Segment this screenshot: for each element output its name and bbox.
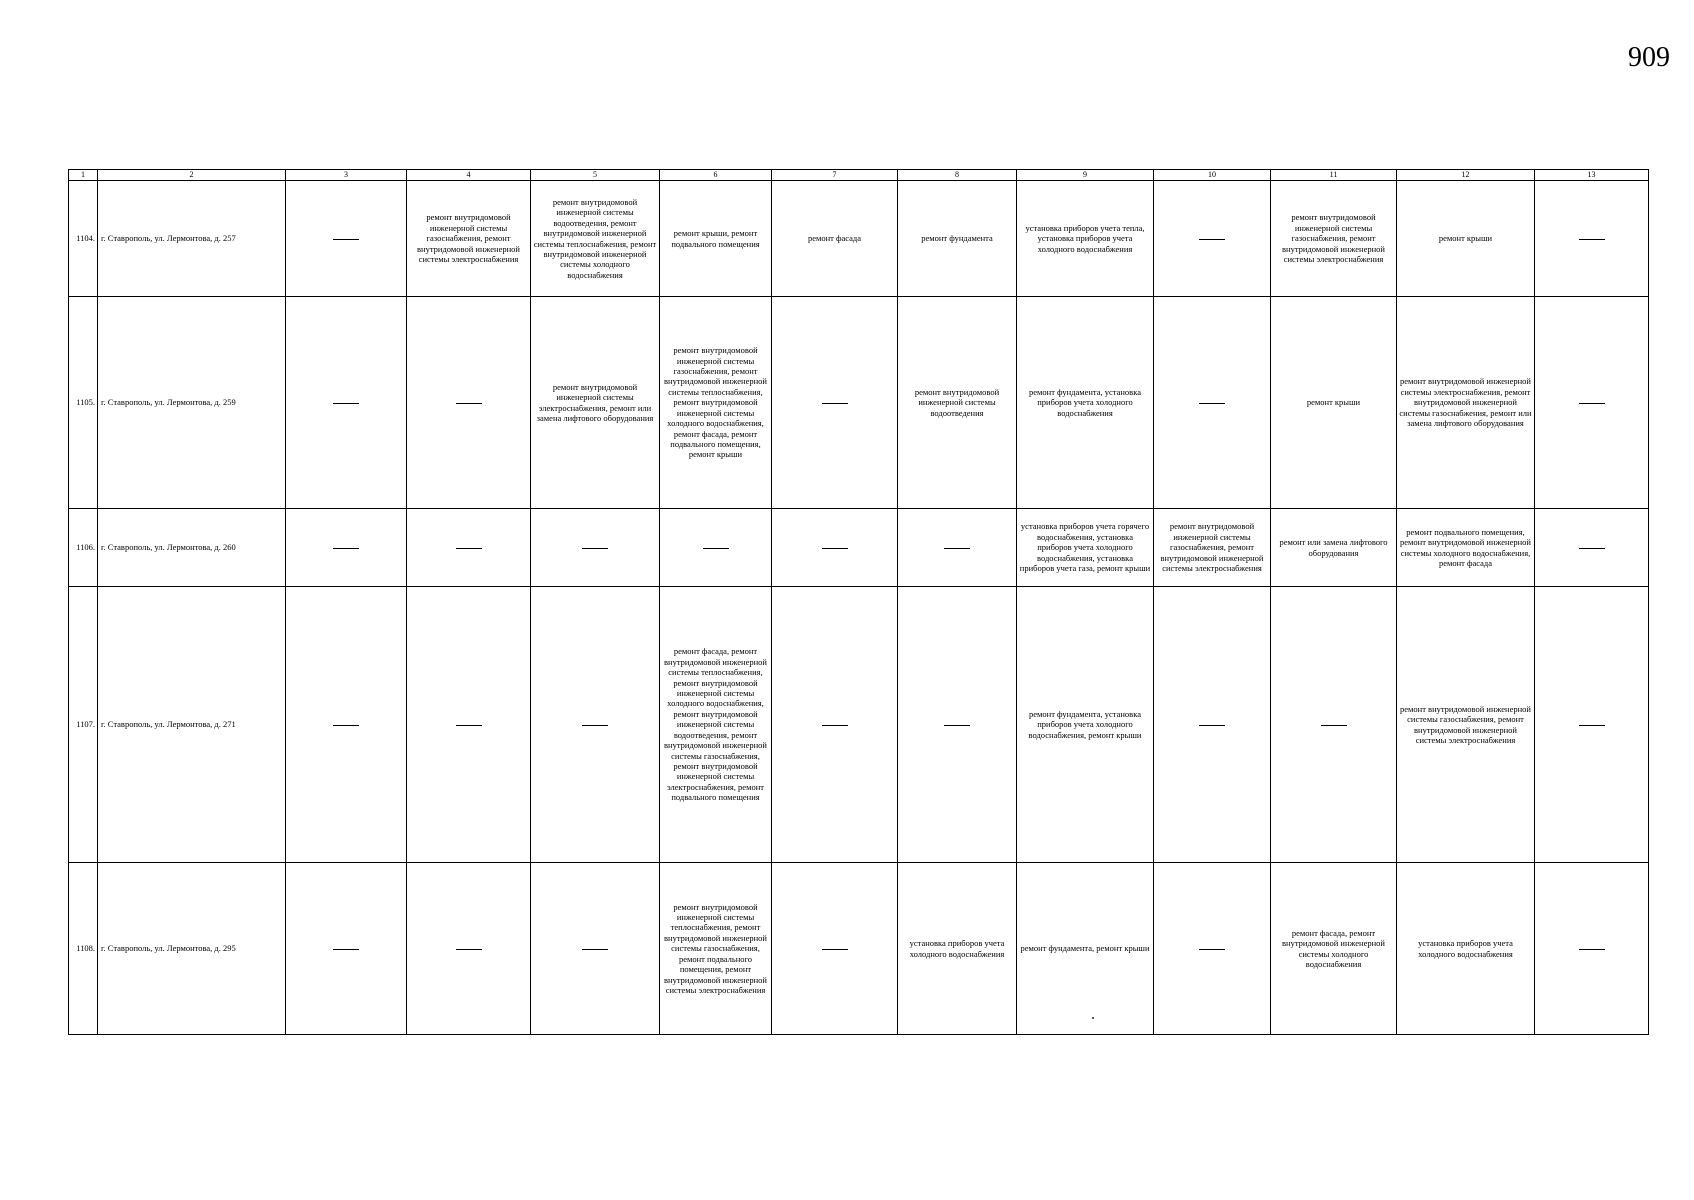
work-cell [1535, 297, 1649, 509]
work-cell [286, 863, 407, 1035]
column-number: 10 [1154, 170, 1271, 181]
dash-mark [333, 548, 359, 549]
dash-mark [1579, 949, 1605, 950]
work-cell: ремонт внутридомовой инженерной системы электроснабжения, ремонт или замена лифтового оборудования [531, 297, 660, 509]
address-cell: г. Ставрополь, ул. Лермонтова, д. 271 [98, 587, 286, 863]
work-cell [1535, 863, 1649, 1035]
work-cell [1535, 587, 1649, 863]
work-cell [286, 509, 407, 587]
dash-mark [1199, 239, 1225, 240]
work-cell: установка приборов учета горячего водоснабжения, установка приборов учета холодного водоснабжения, установка приборов учета газа, ремонт крыши [1017, 509, 1154, 587]
dash-mark [582, 725, 608, 726]
work-cell: ремонт фасада [772, 181, 898, 297]
dash-mark [822, 403, 848, 404]
column-number: 12 [1397, 170, 1535, 181]
address-cell: г. Ставрополь, ул. Лермонтова, д. 259 [98, 297, 286, 509]
dash-mark [944, 725, 970, 726]
work-cell [286, 297, 407, 509]
address-cell: г. Ставрополь, ул. Лермонтова, д. 295 [98, 863, 286, 1035]
work-cell [286, 587, 407, 863]
work-cell: ремонт фасада, ремонт внутридомовой инженерной системы холодного водоснабжения [1271, 863, 1397, 1035]
work-cell [1154, 181, 1271, 297]
work-cell: установка приборов учета холодного водоснабжения [898, 863, 1017, 1035]
work-cell [407, 863, 531, 1035]
row-index: 1108. [69, 863, 98, 1035]
dash-mark [456, 949, 482, 950]
work-cell [898, 587, 1017, 863]
column-number: 2 [98, 170, 286, 181]
table-row [69, 297, 1649, 509]
work-cell: установка приборов учета холодного водоснабжения [1397, 863, 1535, 1035]
dash-mark [1199, 725, 1225, 726]
dash-mark [333, 725, 359, 726]
work-cell [772, 863, 898, 1035]
work-cell [1535, 181, 1649, 297]
work-cell [407, 509, 531, 587]
dash-mark [822, 548, 848, 549]
work-cell [407, 587, 531, 863]
work-cell: ремонт внутридомовой инженерной системы газоснабжения, ремонт внутридомовой инженерной системы электроснабжения [1271, 181, 1397, 297]
work-cell: ремонт внутридомовой инженерной системы газоснабжения, ремонт внутридомовой инженерной системы теплоснабжения, ремонт внутридомовой инженерной системы холодного водоснабжения, ремонт фасада, ремонт подвального помещения, ремонт крыши [660, 297, 772, 509]
work-cell: ремонт внутридомовой инженерной системы газоснабжения, ремонт внутридомовой инженерной системы электроснабжения [1154, 509, 1271, 587]
column-number: 11 [1271, 170, 1397, 181]
column-number: 4 [407, 170, 531, 181]
table-row [69, 509, 1649, 587]
work-cell [1535, 509, 1649, 587]
work-cell: ремонт внутридомовой инженерной системы водоотведения, ремонт внутридомовой инженерной системы теплоснабжения, ремонт внутридомовой инженерной системы холодного водоснабжения [531, 181, 660, 297]
row-index: 1106. [69, 509, 98, 587]
table-row [69, 587, 1649, 863]
column-number: 7 [772, 170, 898, 181]
dash-mark [703, 548, 729, 549]
work-cell: ремонт крыши [1397, 181, 1535, 297]
work-cell: ремонт внутридомовой инженерной системы газоснабжения, ремонт внутридомовой инженерной системы электроснабжения [1397, 587, 1535, 863]
dash-mark [333, 239, 359, 240]
work-cell [1154, 863, 1271, 1035]
table-row [69, 863, 1649, 1035]
work-cell [1154, 587, 1271, 863]
dash-mark [1199, 949, 1225, 950]
work-cell: ремонт фундамента, ремонт крыши [1017, 863, 1154, 1035]
column-number: 9 [1017, 170, 1154, 181]
column-number: 13 [1535, 170, 1649, 181]
repair-schedule-table [68, 169, 1649, 1035]
work-cell [772, 587, 898, 863]
work-cell: ремонт внутридомовой инженерной системы газоснабжения, ремонт внутридомовой инженерной системы электроснабжения [407, 181, 531, 297]
work-cell: ремонт фундамента, установка приборов учета холодного водоснабжения, ремонт крыши [1017, 587, 1154, 863]
column-number: 3 [286, 170, 407, 181]
row-index: 1104. [69, 181, 98, 297]
work-cell [772, 297, 898, 509]
column-number: 6 [660, 170, 772, 181]
work-cell: ремонт фундамента [898, 181, 1017, 297]
page-number: 909 [1628, 42, 1670, 73]
work-cell: ремонт фундамента, установка приборов учета холодного водоснабжения [1017, 297, 1154, 509]
dash-mark [1579, 725, 1605, 726]
work-cell: ремонт подвального помещения, ремонт внутридомовой инженерной системы холодного водоснабжения, ремонт фасада [1397, 509, 1535, 587]
address-cell: г. Ставрополь, ул. Лермонтова, д. 257 [98, 181, 286, 297]
row-index: 1107. [69, 587, 98, 863]
work-cell [286, 181, 407, 297]
work-cell [531, 509, 660, 587]
dash-mark [1579, 548, 1605, 549]
work-cell: ремонт внутридомовой инженерной системы электроснабжения, ремонт внутридомовой инженерной системы газоснабжения, ремонт или замена лифтового оборудования [1397, 297, 1535, 509]
work-cell: ремонт или замена лифтового оборудования [1271, 509, 1397, 587]
table-body [69, 170, 1649, 1035]
work-cell [1154, 297, 1271, 509]
dash-mark [1579, 239, 1605, 240]
work-cell: установка приборов учета тепла, установка приборов учета холодного водоснабжения [1017, 181, 1154, 297]
dash-mark [822, 949, 848, 950]
column-number: 1 [69, 170, 98, 181]
work-cell [898, 509, 1017, 587]
table-row [69, 181, 1649, 297]
work-cell [772, 509, 898, 587]
column-number: 8 [898, 170, 1017, 181]
dash-mark [822, 725, 848, 726]
dash-mark [456, 725, 482, 726]
work-cell: ремонт внутридомовой инженерной системы теплоснабжения, ремонт внутридомовой инженерной системы газоснабжения, ремонт подвального помещения, ремонт внутридомовой инженерной системы электроснабжения [660, 863, 772, 1035]
dash-mark [1199, 403, 1225, 404]
work-cell [1271, 587, 1397, 863]
address-cell: г. Ставрополь, ул. Лермонтова, д. 260 [98, 509, 286, 587]
dash-mark [1321, 725, 1347, 726]
work-cell: ремонт фасада, ремонт внутридомовой инженерной системы теплоснабжения, ремонт внутридомовой инженерной системы холодного водоснабжения, ремонт внутридомовой инженерной системы водоотведения, ремонт внутридомовой инженерной системы газоснабжения, ремонт внутридомовой инженерной системы электроснабжения, ремонт подвального помещения [660, 587, 772, 863]
dash-mark [944, 548, 970, 549]
dash-mark [582, 548, 608, 549]
row-index: 1105. [69, 297, 98, 509]
dash-mark [456, 548, 482, 549]
work-cell [660, 509, 772, 587]
dash-mark [333, 403, 359, 404]
work-cell: ремонт крыши, ремонт подвального помещения [660, 181, 772, 297]
dash-mark [1579, 403, 1605, 404]
dash-mark [582, 949, 608, 950]
column-number-row [69, 170, 1649, 181]
work-cell [531, 587, 660, 863]
work-cell: ремонт крыши [1271, 297, 1397, 509]
dash-mark [333, 949, 359, 950]
column-number: 5 [531, 170, 660, 181]
scan-speck [1092, 1017, 1094, 1019]
work-cell [407, 297, 531, 509]
dash-mark [456, 403, 482, 404]
work-cell: ремонт внутридомовой инженерной системы водоотведения [898, 297, 1017, 509]
work-cell [531, 863, 660, 1035]
